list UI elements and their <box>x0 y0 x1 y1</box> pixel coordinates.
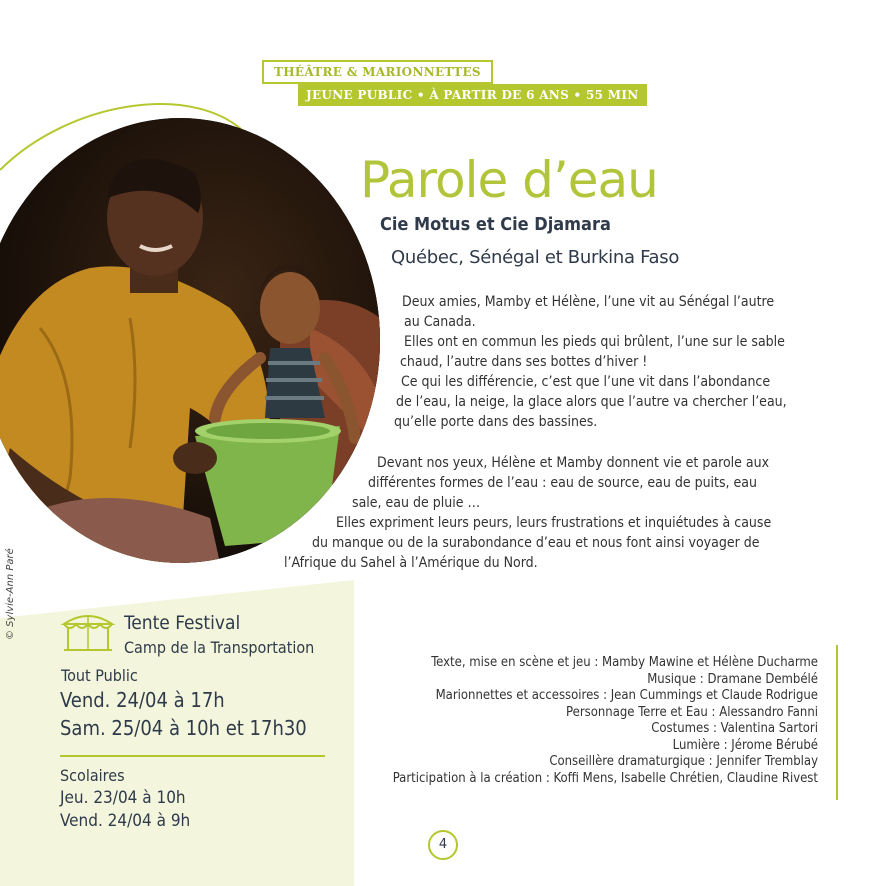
credit-line: Musique : Dramane Dembélé <box>647 671 818 687</box>
divider <box>60 755 325 757</box>
origin: Québec, Sénégal et Burkina Faso <box>391 247 680 268</box>
credit-line: Personnage Terre et Eau : Alessandro Fanni <box>566 704 818 720</box>
venue-name: Tente Festival <box>124 612 241 634</box>
desc-line: du manque ou de la surabondance d’eau et nous font ainsi voyager de <box>312 535 760 551</box>
tent-icon <box>60 610 116 652</box>
public-date: Sam. 25/04 à 10h et 17h30 <box>60 716 307 740</box>
desc-line: chaud, l’autre dans ses bottes d’hiver ! <box>400 354 648 370</box>
audience-tag: JEUNE PUBLIC • À PARTIR DE 6 ANS • 55 MIN <box>298 84 647 106</box>
credit-line: Participation à la création : Koffi Mens, Isabelle Chrétien, Claudine Rivest <box>392 770 818 786</box>
desc-line: qu’elle porte dans des bassines. <box>394 414 598 430</box>
credit-line: Lumière : Jérome Bérubé <box>672 737 818 753</box>
school-date: Vend. 24/04 à 9h <box>60 811 191 831</box>
desc-line: au Canada. <box>404 314 476 330</box>
desc-line: Devant nos yeux, Hélène et Mamby donnent vie et parole aux <box>377 455 770 471</box>
credit-line: Conseillère dramaturgique : Jennifer Tremblay <box>549 754 818 769</box>
credit-line: Marionnettes et accessoires : Jean Cummings et Claude Rodrigue <box>435 688 818 703</box>
credit-line: Costumes : Valentina Sartori <box>651 721 818 736</box>
desc-line: Ce qui les différencie, c’est que l’une vit dans l’abondance <box>401 374 771 390</box>
desc-line: sale, eau de pluie … <box>352 495 481 511</box>
credits-list <box>393 655 818 787</box>
show-title: Parole d’eau <box>360 151 658 209</box>
company-name: Cie Motus et Cie Djamara <box>380 214 611 235</box>
desc-line: Deux amies, Mamby et Hélène, l’une vit au Sénégal l’autre <box>402 294 775 310</box>
desc-line: différentes formes de l’eau : eau de source, eau de puits, eau <box>368 475 757 491</box>
public-date: Vend. 24/04 à 17h <box>60 688 225 712</box>
desc-line: Elles expriment leurs peurs, leurs frustrations et inquiétudes à cause <box>336 515 772 531</box>
credit-line: Texte, mise en scène et jeu : Mamby Mawine et Hélène Ducharme <box>431 655 818 670</box>
credits-bar <box>836 645 838 800</box>
photo-credit: © Sylvie-Ann Paré <box>5 548 16 640</box>
desc-line: de l’eau, la neige, la glace alors que l’autre va chercher l’eau, <box>396 394 787 410</box>
public-label: Tout Public <box>61 666 138 685</box>
page-number: 4 <box>428 830 458 860</box>
category-tag: THÉÂTRE & MARIONNETTES <box>262 60 493 84</box>
venue-place: Camp de la Transportation <box>124 638 315 657</box>
desc-line: Elles ont en commun les pieds qui brûlent, l’une sur le sable <box>404 334 785 350</box>
school-label: Scolaires <box>60 766 125 785</box>
desc-line: l’Afrique du Sahel à l’Amérique du Nord. <box>284 555 538 571</box>
school-date: Jeu. 23/04 à 10h <box>60 788 186 808</box>
